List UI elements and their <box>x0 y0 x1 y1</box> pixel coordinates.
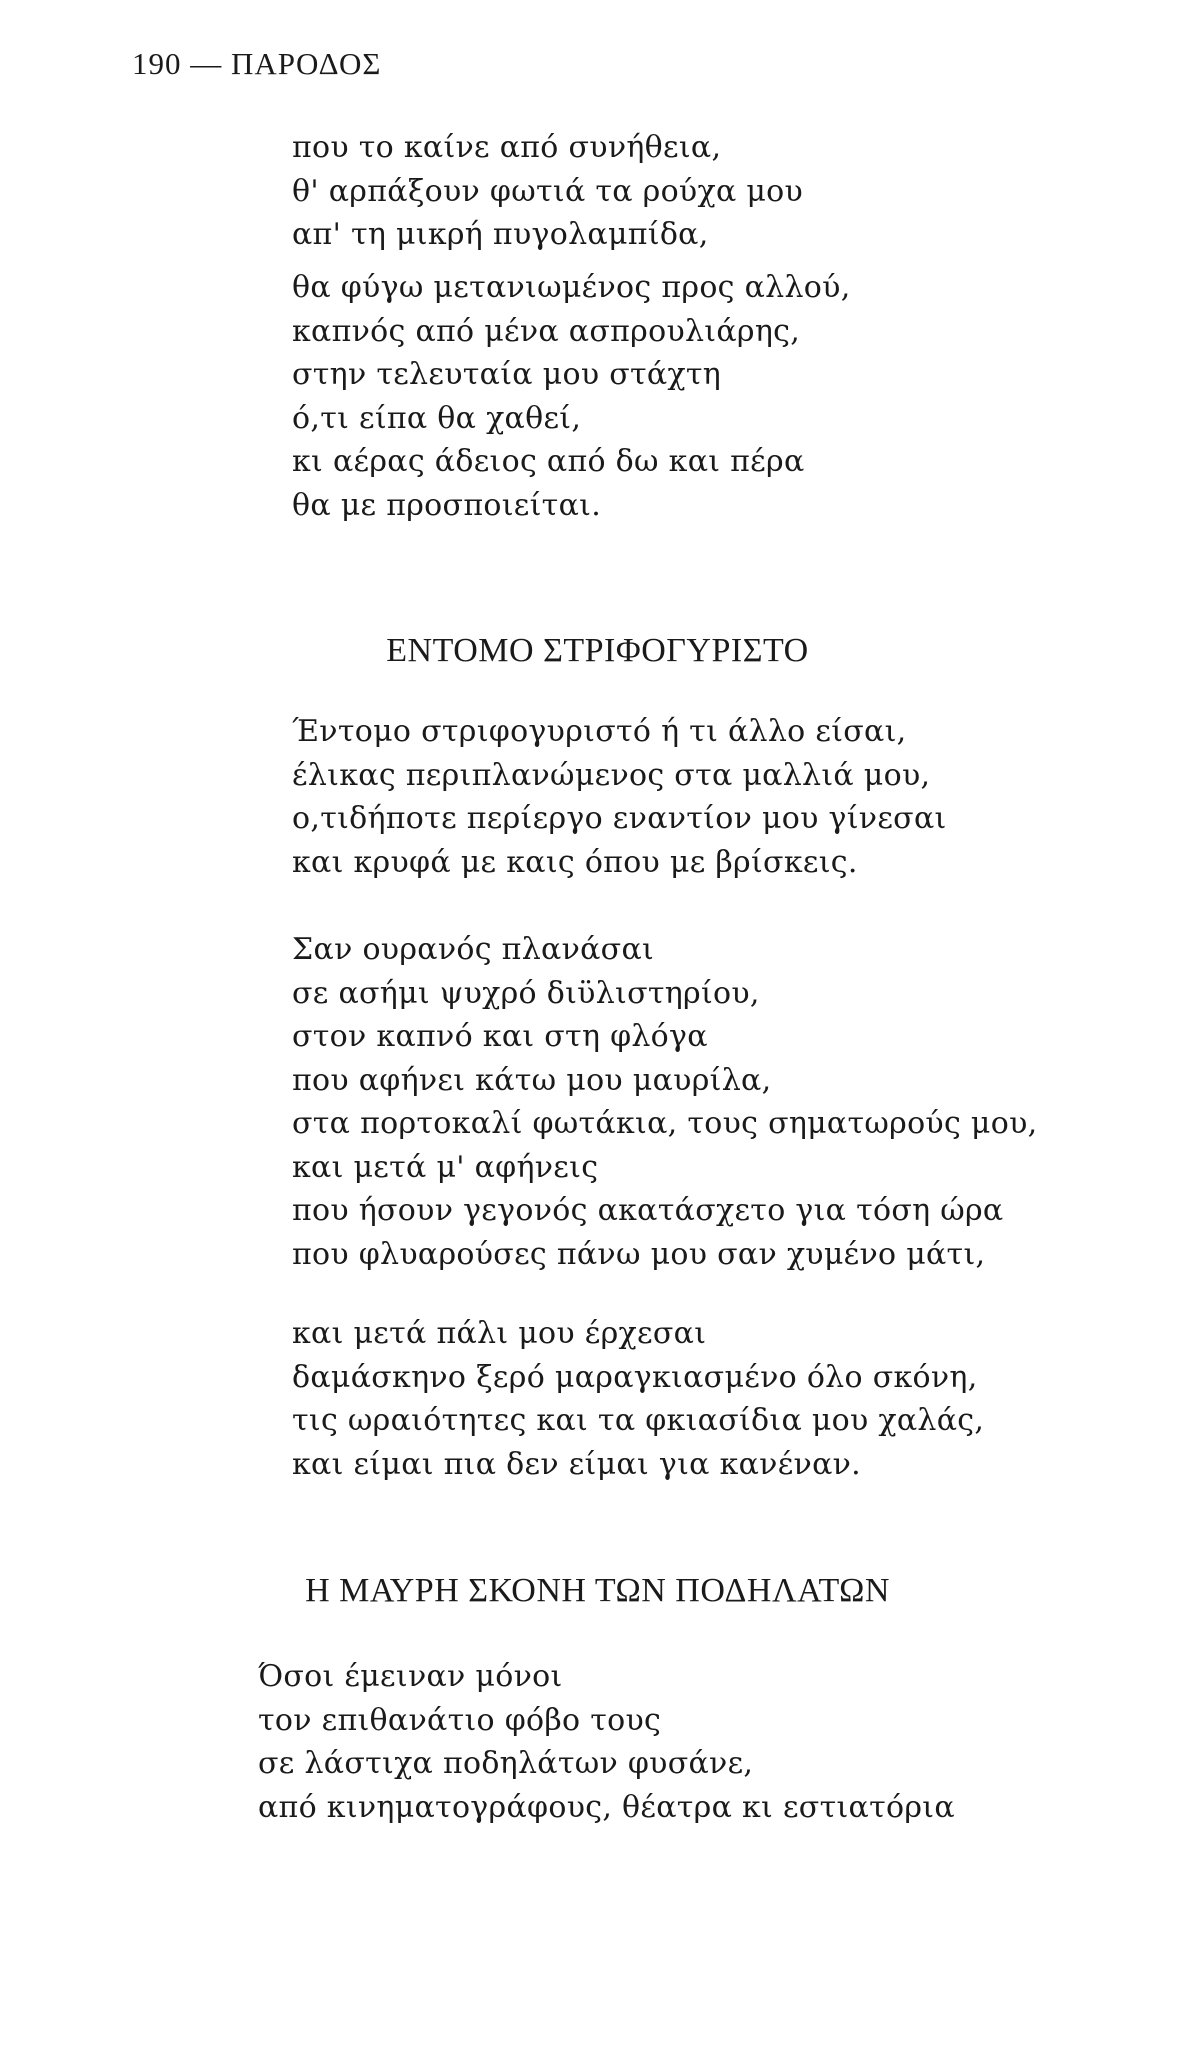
verse-line: σε ασήμι ψυχρό διϋλιστηρίου, <box>292 975 760 1011</box>
verse-line: στον καπνό και στη φλόγα <box>292 1019 708 1054</box>
verse-line: και είμαι πια δεν είμαι για κανέναν. <box>292 1446 862 1482</box>
verse-line: σε λάστιχα ποδηλάτων φυσάνε, <box>258 1746 754 1781</box>
poem2-title: ΕΝΤΟΜΟ ΣΤΡΙΦΟΓΥΡΙΣΤΟ <box>386 632 809 669</box>
verse-line: θ' αρπάξουν φωτιά τα ρούχα μου <box>292 173 804 209</box>
verse-line: ο,τιδήποτε περίεργο εναντίον μου γίνεσαι <box>292 801 947 836</box>
verse-line: που αφήνει κάτω μου μαυρίλα, <box>292 1062 772 1098</box>
poem3-stanza-1 <box>258 1655 955 1829</box>
verse-line: Σαν ουρανός πλανάσαι <box>292 932 655 967</box>
verse-line: θα φύγω μετανιωμένος προς αλλού, <box>292 270 851 305</box>
verse-line: που ήσουν γεγονός ακατάσχετο για τόση ώρα <box>292 1193 1004 1228</box>
verse-line: καπνός από μένα ασπρουλιάρης, <box>292 313 801 349</box>
verse-line: και κρυφά με καις όπου με βρίσκεις. <box>292 844 858 880</box>
verse-line: στην τελευταία μου στάχτη <box>292 357 722 392</box>
poem1-stanza-1 <box>292 126 803 257</box>
poem3-title: Η ΜΑΥΡΗ ΣΚΟΝΗ ΤΩΝ ΠΟΔΗΛΑΤΩΝ <box>305 1572 890 1609</box>
verse-line: θα με προσποιείται. <box>292 487 602 523</box>
poem2-stanza-3 <box>292 1312 984 1486</box>
verse-line: απ' τη μικρή πυγολαμπίδα, <box>292 217 709 252</box>
poem1-stanza-2 <box>292 266 851 527</box>
verse-line: έλικας περιπλανώμενος στα μαλλιά μου, <box>292 757 931 793</box>
verse-line: από κινηματογράφους, θέατρα κι εστιατόρια <box>258 1789 955 1825</box>
verse-line: τις ωραιότητες και τα φκιασίδια μου χαλάς, <box>292 1403 985 1438</box>
verse-line: δαμάσκηνο ξερό μαραγκιασμένο όλο σκόνη, <box>292 1359 978 1395</box>
verse-line: που φλυαρούσες πάνω μου σαν χυμένο μάτι, <box>292 1236 986 1272</box>
verse-line: που το καίνε από συνήθεια, <box>292 130 722 165</box>
verse-line: και μετά μ' αφήνεις <box>292 1149 599 1185</box>
verse-line: Όσοι έμειναν μόνοι <box>258 1659 563 1694</box>
running-head: 190 — ΠΑΡΟΔΟΣ <box>132 46 382 81</box>
verse-line: Έντομο στριφογυριστό ή τι άλλο είσαι, <box>292 714 907 749</box>
poem2-stanza-1 <box>292 710 947 884</box>
poem2-stanza-2 <box>292 928 1037 1276</box>
verse-line: στα πορτοκαλί φωτάκια, τους σηματωρούς μου, <box>292 1106 1038 1141</box>
verse-line: ό,τι είπα θα χαθεί, <box>292 400 582 436</box>
verse-line: κι αέρας άδειος από δω και πέρα <box>292 444 805 479</box>
verse-line: τον επιθανάτιο φόβο τους <box>258 1702 662 1738</box>
verse-line: και μετά πάλι μου έρχεσαι <box>292 1316 707 1351</box>
